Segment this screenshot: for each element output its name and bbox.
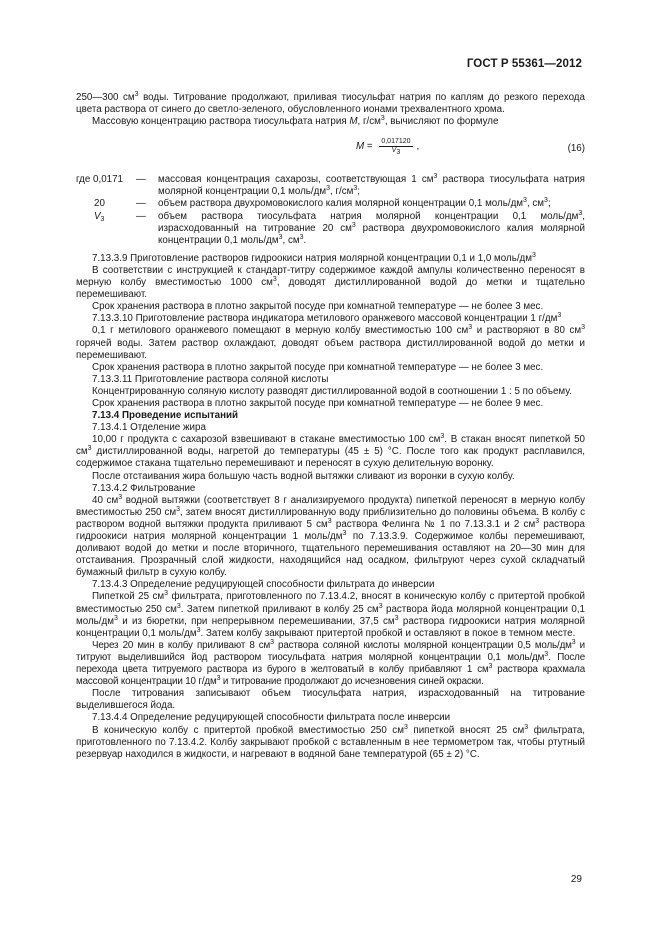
paragraph: Срок хранения раствора в плотно закрытой посуде при комнатной температуре — не более 3 мес. [92, 361, 544, 373]
page-content [76, 92, 585, 761]
document-header: ГОСТ Р 55361—2012 [466, 58, 582, 70]
section-7-13-3-10-title: 7.13.3.10 Приготовление раствора индикатора метилового оранжевого массовой концентрации 1 $г/дм^3$ [92, 312, 562, 325]
paragraph: Пипеткой 25 $см^3$ фильтрата, приготовленного по 7.13.4.2, вносят в коническую колбу с притертой пробкой вместимостью 250 $см^3$. Затем пипеткой приливают в колбу 25 $см^3$ раствора йода молярной концентрации 0,1 моль/$дм^3$ и из бюретки, при непрерывном перемешивании, 37,5 $см^3$ раствора гидроокиси натрия молярной концентрации 0,1 моль/$дм^3$. Затем колбу закрывают притертой пробкой и оставляют в покое в темном месте. [76, 590, 585, 639]
formula-fraction: $\frac{0,017120}{V_3}$ [381, 138, 411, 157]
formula-definitions [76, 174, 585, 247]
paragraph-formula-intro: Массовую концентрацию раствора тиосульфата натрия M, $г/см^3$, вычисляют по формуле [92, 115, 499, 128]
formula-number: (16) [567, 143, 585, 155]
section-7-13-4-1-title: 7.13.4.1 Отделение жира [92, 422, 206, 434]
section-7-13-3-9-title: 7.13.3.9 Приготовление растворов гидроокиси натрия молярной концентрации 0,1 и 1,0 моль/$дм^3$ [92, 251, 536, 264]
definition-item: где 0,0171 — массовая концентрация сахарозы, соответствующая 1 $см^3$ раствора тиосульфата натрия молярной концентрации 0,1 моль/$дм^3$, $г/см^3$; [76, 173, 585, 198]
formula-expression: M = $\frac{0,017120}{V_3}$ , [356, 138, 420, 157]
paragraph: В соответствии с инструкцией к стандарт-титру содержимое каждой ампулы количественно переносят в мерную колбу вместимостью 1000 $см^3$, доводят дистиллированной водой до метки и тщательно перемешивают. [76, 264, 586, 301]
section-7-13-4-title: 7.13.4 Проведение испытаний [92, 410, 239, 422]
paragraph: В коническую колбу с притертой пробкой вместимостью 250 $см^3$ пипеткой вносят 25 $см^3$ фильтрата, приготовленного по 7.13.4.2. Колбу закрывают пробкой с вставленным в нее термометром так, чтобы ртутный резервуар находился в жидкости, и нагревают в водяной бане температурой (65 ± 2) °С. [76, 723, 586, 760]
definition-item: 20 — объем раствора двухромовокислого калия молярной концентрации 0,1 моль/$дм^3$, $см^3$; [94, 197, 551, 210]
section-7-13-3-11-title: 7.13.3.11 Приготовление раствора соляной кислоты [92, 373, 329, 385]
paragraph: Через 20 мин в колбу приливают 8 $см^3$ раствора соляной кислоты молярной концентрации 0,5 моль/$дм^3$ и титруют выделившийся йод раствором тиосульфата натрия молярной концентрации 0,1 моль/$дм^3$. После перехода цвета титруемого раствора из бурого в желтоватый в колбу прибавляют 1 $см^3$ раствора крахмала массовой концентрации 10 $г/дм^3$ и титрование продолжают до исчезновения синей окраски. [76, 638, 585, 688]
definition-item: $V_3$ — объем раствора тиосульфата натрия молярной концентрации 0,1 моль/$дм^3$, израсходованный на титрование 20 $см^3$ раствора двухромовокислого калия молярной концентрации 0,1 моль/$дм^3$, $см^3$. [94, 209, 585, 246]
section-7-13-4-3-title: 7.13.4.3 Определение редуцирующей способности фильтрата до инверсии [92, 579, 435, 591]
paragraph: Срок хранения раствора в плотно закрытой посуде при комнатной температуре — не более 9 мес. [92, 397, 544, 409]
paragraph: После титрования записывают объем тиосульфата натрия, израсходованный на титрование выделившегося йода. [76, 688, 585, 712]
paragraph: Концентрированную соляную кислоту разводят дистиллированной водой в соотношении 1 : 5 по объему. [92, 385, 572, 397]
paragraph: Срок хранения раствора в плотно закрытой посуде при комнатной температуре — не более 3 мес. [92, 301, 544, 313]
paragraph: 0,1 г метилового оранжевого помещают в мерную колбу вместимостью 100 $см^3$ и растворяют в 80 $см^3$ горячей воды. Затем раствор охлаждают, доводят объем раствора дистиллированной водой до метки и перемешивают. [76, 324, 585, 361]
formula-16 [76, 134, 585, 164]
page-number: 29 [570, 874, 582, 885]
paragraph: 40 $см^3$ водной вытяжки (соответствует 8 г анализируемого продукта) пипеткой переносят в мерную колбу вместимостью 250 $см^3$, затем вносят дистиллированную воду приблизительно до половины объема. В колбу с раствором водной вытяжки продукта приливают 5 $см^3$ раствора Фелинга № 1 по 7.13.3.1 и 2 $см^3$ раствора гидроокиси натрия молярной концентрации 1 моль/$дм^3$ по 7.13.3.9. Содержимое колбы перемешивают, доливают водой до метки и после вторичного, тщательного перемешивания оставляют на 20—30 мин для отстаивания. Прозрачный слой жидкости, находящийся над осадком, фильтруют через сухой складчатый бумажный фильтр в сухую колбу. [76, 493, 586, 579]
paragraph-continuation: 250—300 $см^3$ воды. Титрование продолжают, приливая тиосульфат натрия по каплям до резкого перехода цвета раствора от синего до светло-зеленого, обусловленного ионами трехвалентного хрома. [76, 91, 585, 116]
section-7-13-4-2-title: 7.13.4.2 Фильтрование [92, 482, 196, 494]
section-7-13-4-4-title: 7.13.4.4 Определение редуцирующей способности фильтрата после инверсии [92, 712, 451, 724]
paragraph: После отстаивания жира большую часть водной вытяжки сливают из воронки в сухую колбу. [92, 470, 515, 482]
paragraph: 10,00 г продукта с сахарозой взвешивают в стакане вместимостью 100 $см^3$. В стакан вносят пипеткой 50 $см^3$ дистиллированной воды, нагретой до температуры (45 ± 5) °С. После того как продукт расплавился, содержимое стакана тщательно перемешивают и переносят в сухую делительную воронку. [76, 433, 585, 470]
